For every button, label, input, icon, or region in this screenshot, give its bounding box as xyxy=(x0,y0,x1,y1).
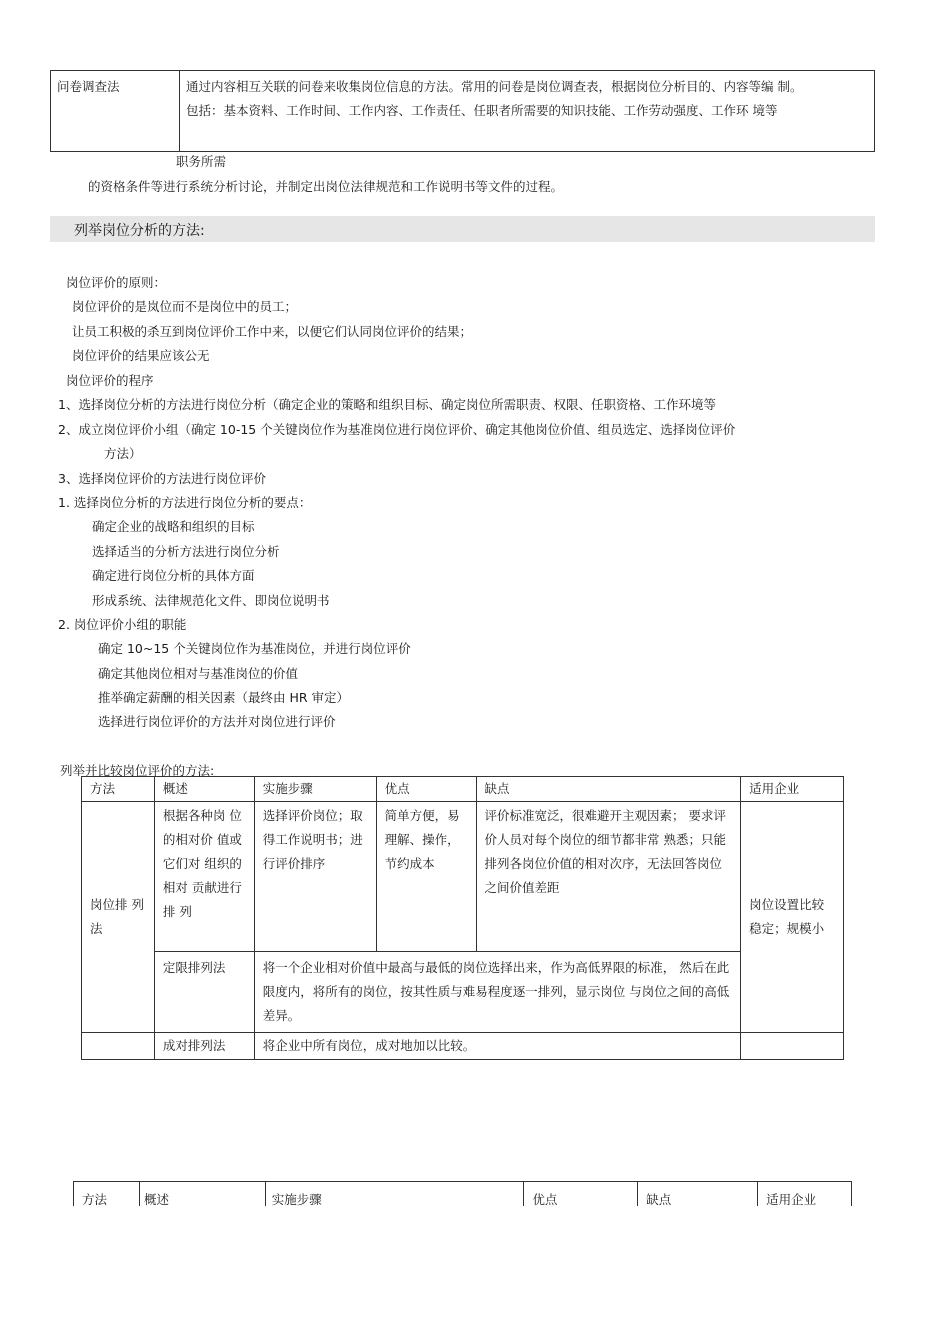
method-name-cell: 成对排列法 xyxy=(154,1033,254,1060)
body-line: 3、选择岗位评价的方法进行岗位评价 xyxy=(58,471,266,486)
continuation-line-1: 职务所需 xyxy=(176,154,227,169)
method-cell: 岗位排 列法 xyxy=(82,802,155,1033)
fit-cell: 岗位设置比较稳定；规模小 xyxy=(741,802,844,1033)
header-cell: 适用企业 xyxy=(758,1182,852,1207)
body-line: 岗位评价的是岚位而不是岗位中的员工； xyxy=(72,299,298,314)
header-cell: 缺点 xyxy=(476,777,741,802)
body-line: 确定其他岗位相对与基准岗位的价值 xyxy=(98,666,299,681)
method-name: 问卷调查法 xyxy=(57,79,120,94)
body-line: 岗位评价的原则： xyxy=(66,275,167,290)
body-line: 让员工积极的杀互到岗位评价工作中来，以便它们认同岗位评价的结果； xyxy=(72,324,473,339)
body-line: 2、成立岗位评价小组（确定 10-15 个关键岗位作为基准岗位进行岗位评价、确定其他岗位价值、组员选定、选择岗位评价 xyxy=(58,422,736,437)
cons-cell: 评价标准宽泛，很难避开主观因素； 要求评价人员对每个岗位的细节都非常 熟悉；只能排列各岗位价值的相对次序，无法回答岗位之间价值差距 xyxy=(476,802,741,952)
table-row xyxy=(82,802,844,952)
section-header xyxy=(50,216,875,242)
header-cell: 方法 xyxy=(74,1182,140,1207)
steps-cell: 选择评价岗位；取得工作说明书；进行评价排序 xyxy=(254,802,376,952)
evaluation-methods-table xyxy=(81,776,844,1060)
body-line: 方法） xyxy=(104,446,142,461)
table-row xyxy=(82,952,844,1033)
body-line: 1、选择岗位分析的方法进行岗位分析（确定企业的策略和组织目标、确定岗位所需职责、权限、任职资格、工作环境等 xyxy=(58,397,716,412)
method-name-cell: 定限排列法 xyxy=(154,952,254,1033)
description-cell xyxy=(180,71,875,152)
body-line: 确定 10~15 个关键岗位作为基准岗位，并进行岗位评价 xyxy=(98,641,411,656)
description-line-2: 包括：基本资料、工作时间、工作内容、工作责任、任职者所需要的知识技能、工作劳动强度、工作环 境等 xyxy=(186,103,778,118)
empty-cell xyxy=(741,1033,844,1060)
header-cell: 实施步骤 xyxy=(254,777,376,802)
header-cell: 概述 xyxy=(154,777,254,802)
body-line: 1. 选择岗位分析的方法进行岗位分析的要点： xyxy=(58,495,312,510)
body-line: 2. 岗位评价小组的职能 xyxy=(58,617,187,632)
overview-cell: 根据各种岗 位的相对价 值或它们对 组织的相对 贡献进行排 列 xyxy=(154,802,254,952)
header-cell: 优点 xyxy=(376,777,476,802)
body-line: 选择进行岗位评价的方法并对岗位进行评价 xyxy=(98,714,336,729)
header-cell: 实施步骤 xyxy=(265,1182,524,1207)
header-cell: 概述 xyxy=(139,1182,265,1207)
description-cell: 将企业中所有岗位，成对地加以比较。 xyxy=(254,1033,740,1060)
table-row xyxy=(82,1033,844,1060)
body-line: 岗位评价的程序 xyxy=(66,373,154,388)
section-title: 列举岗位分析的方法: xyxy=(74,223,205,239)
body-line: 确定进行岗位分析的具体方面 xyxy=(92,568,255,583)
header-cell: 方法 xyxy=(82,777,155,802)
questionnaire-table xyxy=(50,70,875,152)
pros-cell: 简单方便，易理解、操作，节约成本 xyxy=(376,802,476,952)
compare-caption: 列举并比较岗位评价的方法: xyxy=(60,763,215,778)
body-line: 形成系统、法律规范化文件、即岗位说明书 xyxy=(92,593,330,608)
header-cell: 缺点 xyxy=(638,1182,758,1207)
header-cell: 适用企业 xyxy=(741,777,844,802)
body-line: 确定企业的战略和组织的目标 xyxy=(92,519,255,534)
empty-cell xyxy=(82,1033,155,1060)
continuation-line-2: 的资格条件等进行系统分析讨论，并制定出岗位法律规范和工作说明书等文件的过程。 xyxy=(88,179,564,194)
method-cell xyxy=(51,71,180,152)
header-cell: 优点 xyxy=(524,1182,638,1207)
body-line: 岗位评价的结果应该公无 xyxy=(72,348,210,363)
bottom-table xyxy=(73,1181,852,1206)
table-header-row xyxy=(74,1182,852,1207)
body-line: 推举确定薪酬的相关因素（最终由 HR 审定） xyxy=(98,690,350,705)
body-line: 选择适当的分析方法进行岗位分析 xyxy=(92,544,280,559)
description-line-1: 通过内容相互关联的问卷来收集岗位信息的方法。常用的问卷是岗位调查表，根据岗位分析目的、内容等编 制。 xyxy=(186,79,803,94)
description-cell: 将一个企业相对价值中最高与最低的岗位选择出来，作为高低界限的标准， 然后在此限度内，将所有的岗位，按其性质与难易程度逐一排列，显示岗位 与岗位之间的高低差异。 xyxy=(254,952,740,1033)
table-header-row xyxy=(82,777,844,802)
bottom-table-clip xyxy=(73,1181,853,1206)
